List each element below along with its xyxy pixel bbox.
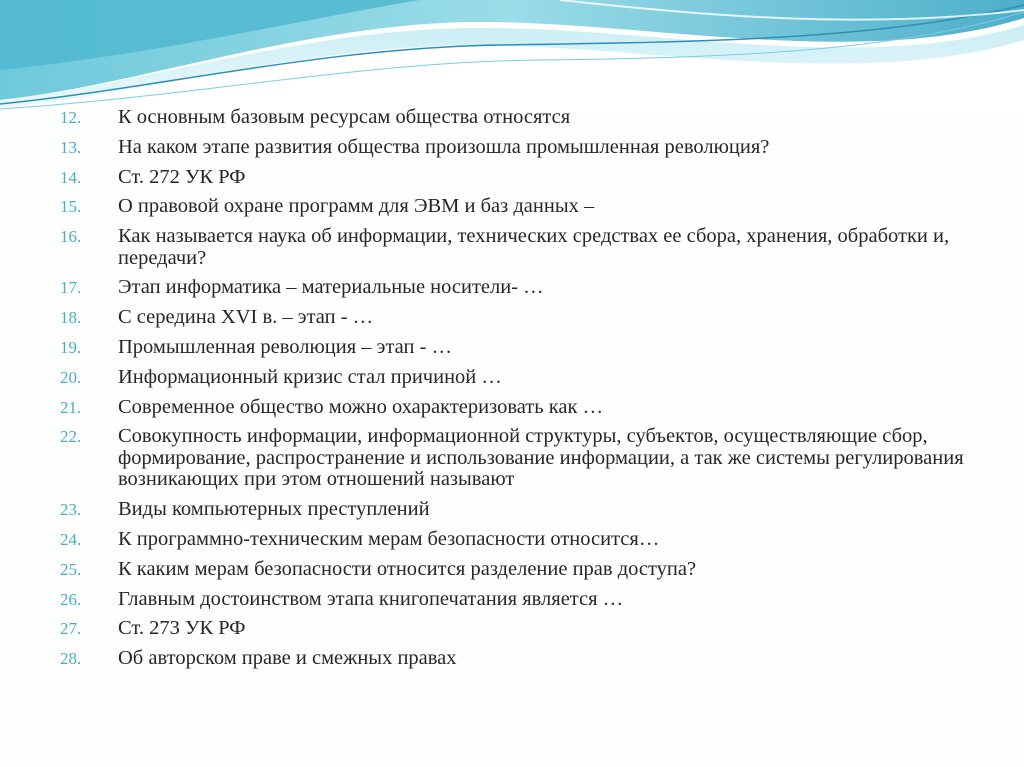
item-number: 21. bbox=[60, 397, 82, 417]
item-text: К основным базовым ресурсам общества относятся bbox=[118, 106, 571, 128]
item-text: Информационный кризис стал причиной … bbox=[118, 365, 502, 388]
item-number: 28. bbox=[60, 649, 82, 669]
list-item bbox=[60, 196, 980, 218]
item-number: 25. bbox=[60, 559, 82, 579]
item-number: 20. bbox=[60, 367, 82, 387]
list-item bbox=[60, 107, 980, 129]
item-number: 24. bbox=[60, 530, 82, 550]
item-number: 14. bbox=[60, 167, 82, 187]
item-number: 12. bbox=[60, 108, 82, 127]
item-text: Виды компьютерных преступлений bbox=[118, 498, 430, 521]
item-text: Промышленная революция – этап - … bbox=[118, 336, 453, 359]
list-item bbox=[60, 137, 980, 159]
list-item bbox=[60, 589, 980, 611]
list-item bbox=[60, 277, 980, 299]
item-number: 26. bbox=[60, 589, 82, 609]
item-number: 27. bbox=[60, 619, 82, 639]
item-text: Совокупность информации, информационной структуры, субъектов, осуществляющие сбор, формирование, распространение и использование информации, а так же системы регулирования возникающих при этом отношений называют bbox=[118, 425, 964, 491]
item-text: Современное общество можно охарактеризовать как … bbox=[118, 395, 604, 418]
wave-header-decoration bbox=[0, 0, 1024, 115]
item-text: Ст. 273 УК РФ bbox=[118, 617, 246, 640]
item-number: 16. bbox=[60, 227, 82, 247]
item-number: 19. bbox=[60, 338, 82, 358]
item-text: О правовой охране программ для ЭВМ и баз данных – bbox=[118, 195, 595, 218]
list-item bbox=[60, 618, 980, 640]
list-item bbox=[60, 648, 980, 670]
list-item bbox=[60, 307, 980, 329]
list-item bbox=[60, 337, 980, 359]
list-item bbox=[60, 426, 980, 491]
item-text: Этап информатика – материальные носители- … bbox=[118, 276, 544, 299]
item-number: 23. bbox=[60, 500, 82, 520]
item-text: Об авторском праве и смежных правах bbox=[118, 647, 457, 670]
item-text: На каком этапе развития общества произошла промышленная революция? bbox=[118, 135, 770, 158]
item-number: 18. bbox=[60, 308, 82, 328]
list-item bbox=[60, 529, 980, 551]
item-number: 15. bbox=[60, 197, 82, 217]
list-item bbox=[60, 167, 980, 189]
item-text: К программно-техническим мерам безопасности относится… bbox=[118, 528, 660, 551]
list-item bbox=[60, 559, 980, 581]
item-text: Как называется наука об информации, технических средствах ее сбора, хранения, обработки и, передачи? bbox=[118, 225, 950, 269]
item-text: С середина XVI в. – этап - … bbox=[118, 306, 374, 329]
item-number: 13. bbox=[60, 137, 82, 157]
item-text: Главным достоинством этапа книгопечатания является … bbox=[118, 587, 624, 610]
question-list bbox=[60, 107, 980, 678]
item-number: 17. bbox=[60, 278, 82, 298]
list-item bbox=[60, 499, 980, 521]
item-text: К каким мерам безопасности относится разделение прав доступа? bbox=[118, 557, 697, 580]
item-text: Ст. 272 УК РФ bbox=[118, 165, 246, 188]
list-item bbox=[60, 226, 980, 269]
item-number: 22. bbox=[60, 427, 82, 447]
list-item bbox=[60, 397, 980, 419]
list-item bbox=[60, 367, 980, 389]
